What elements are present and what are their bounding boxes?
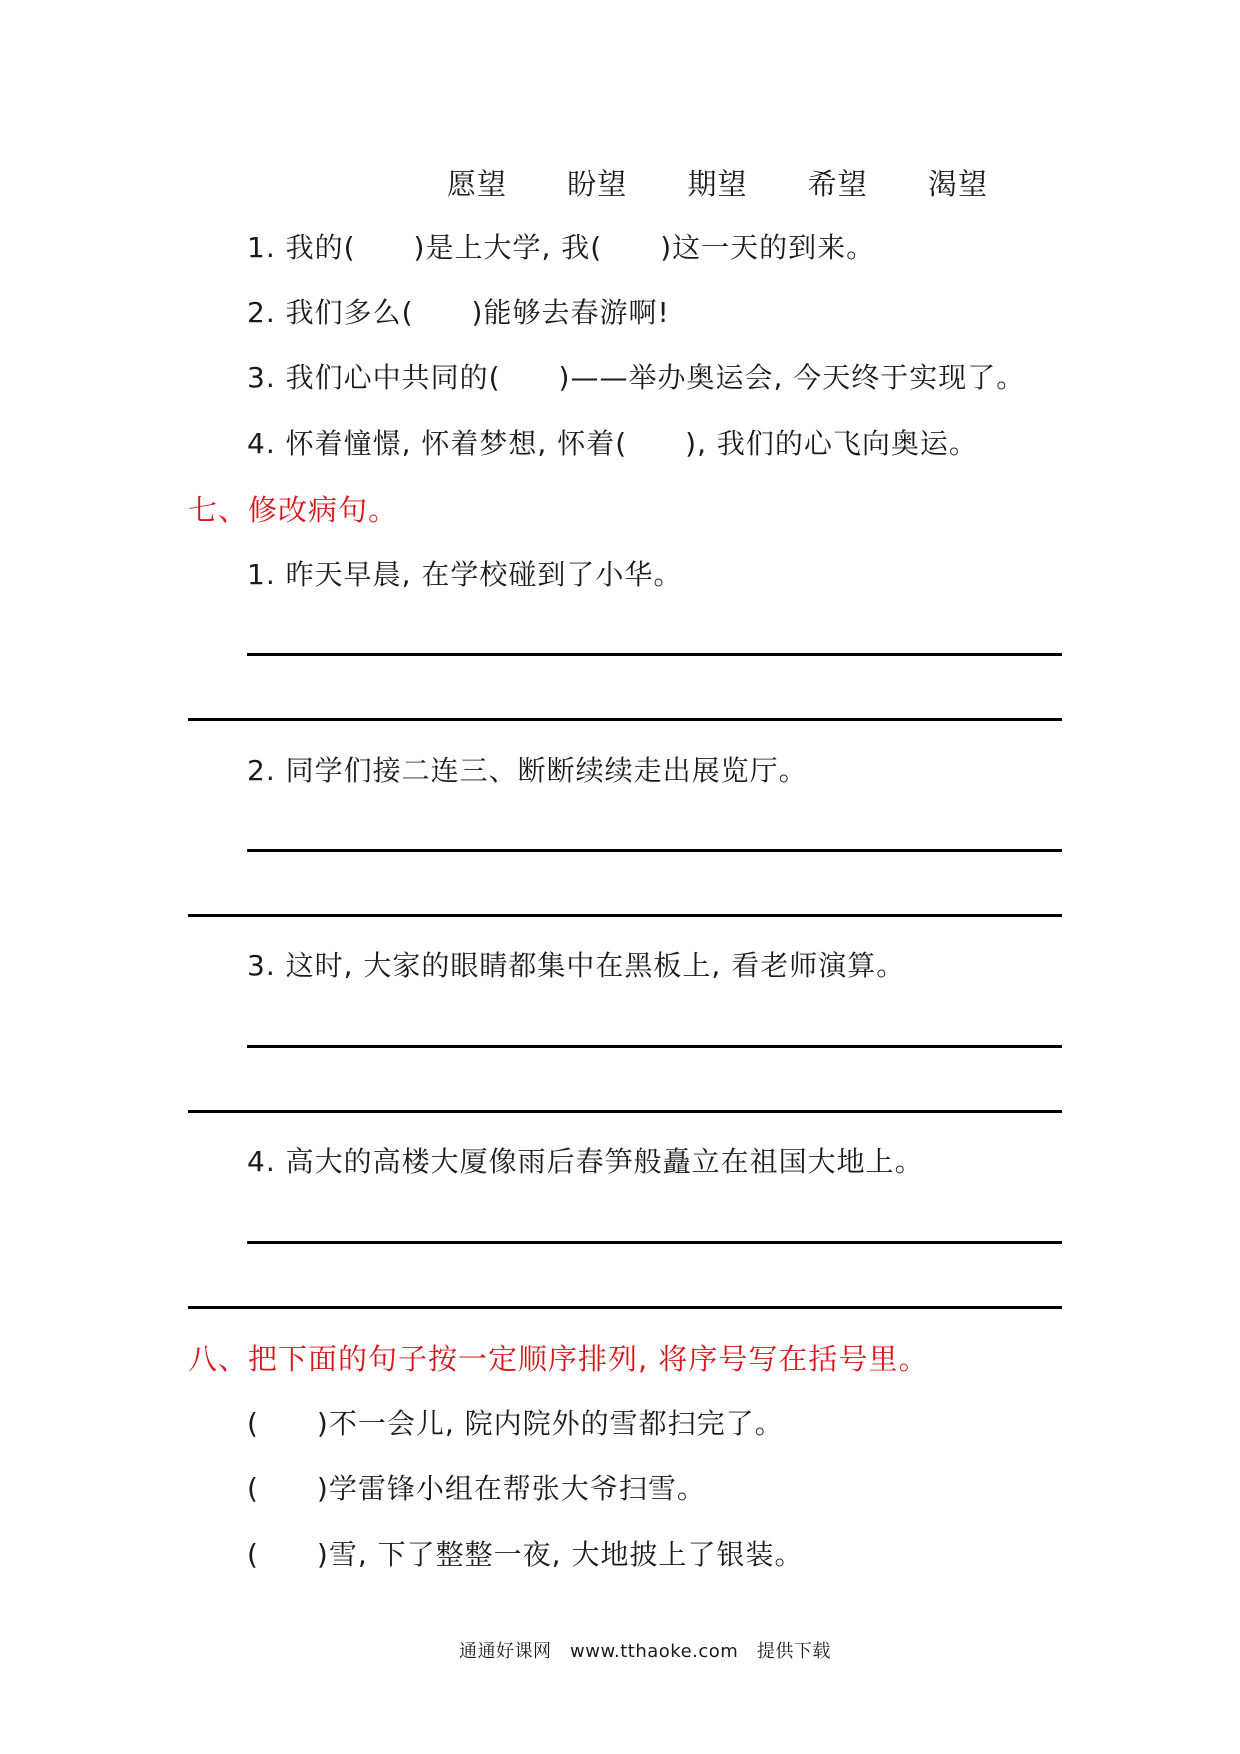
answer-line[interactable]	[247, 653, 1062, 656]
answer-line[interactable]	[247, 849, 1062, 852]
word-bank-item: 渴望	[927, 167, 988, 201]
section-8-title: 八、把下面的句子按一定顺序排列, 将序号写在括号里。	[188, 1342, 929, 1376]
correction-question-3: 3. 这时, 大家的眼睛都集中在黑板上, 看老师演算。	[247, 949, 906, 982]
answer-line[interactable]	[188, 1110, 1062, 1113]
word-bank-item: 愿望	[447, 167, 508, 201]
correction-question-2: 2. 同学们接二连三、断断续续走出展览厅。	[247, 754, 808, 787]
section-7-title: 七、修改病句。	[188, 493, 399, 527]
answer-line[interactable]	[188, 914, 1062, 917]
ordering-item-1: ( )不一会儿, 院内院外的雪都扫完了。	[247, 1407, 784, 1440]
answer-line[interactable]	[188, 718, 1062, 721]
word-bank-item: 盼望	[567, 167, 628, 201]
word-bank	[447, 162, 1020, 203]
correction-question-4: 4. 高大的高楼大厦像雨后春笋般矗立在祖国大地上。	[247, 1145, 924, 1178]
word-bank-item: 希望	[807, 167, 868, 201]
ordering-item-2: ( )学雷锋小组在帮张大爷扫雪。	[247, 1472, 706, 1505]
fill-blank-question-2: 2. 我们多么( )能够去春游啊!	[247, 296, 670, 329]
correction-question-1: 1. 昨天早晨, 在学校碰到了小华。	[247, 558, 683, 591]
fill-blank-question-3: 3. 我们心中共同的( )——举办奥运会, 今天终于实现了。	[247, 361, 1026, 394]
word-bank-item: 期望	[687, 167, 748, 201]
fill-blank-question-1: 1. 我的( )是上大学, 我( )这一天的到来。	[247, 231, 876, 264]
footer-text: 通通好课网 www.tthaoke.com 提供下载	[459, 1641, 831, 1662]
ordering-item-3: ( )雪, 下了整整一夜, 大地披上了银装。	[247, 1538, 804, 1571]
fill-blank-question-4: 4. 怀着憧憬, 怀着梦想, 怀着( ), 我们的心飞向奥运。	[247, 427, 978, 460]
answer-line[interactable]	[247, 1241, 1062, 1244]
answer-line[interactable]	[247, 1045, 1062, 1048]
answer-line[interactable]	[188, 1306, 1062, 1309]
